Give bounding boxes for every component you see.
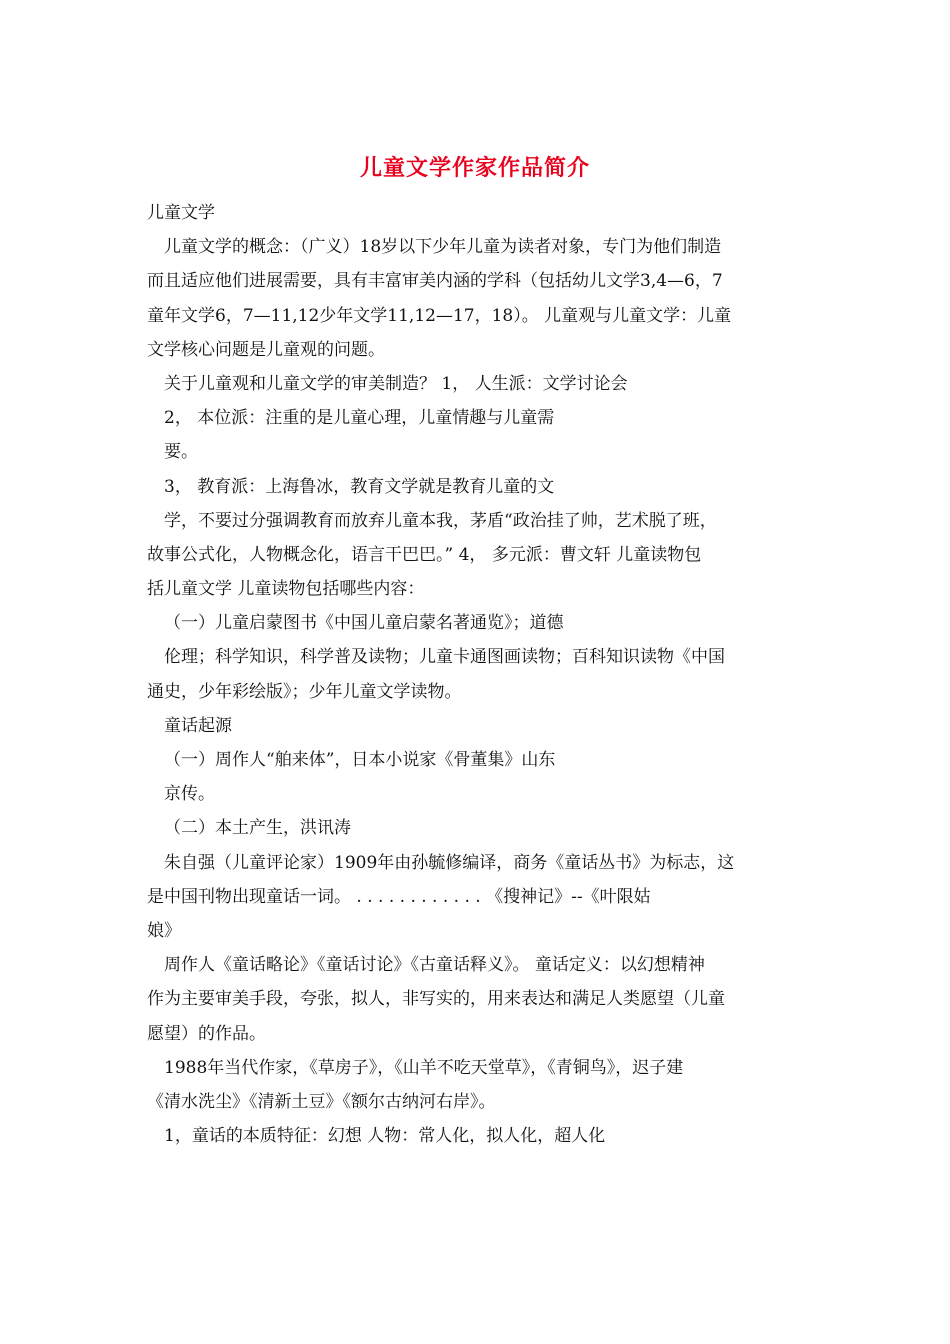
text-line: 作为主要审美手段，夸张，拟人，非写实的，用来表达和满足人类愿望（儿童	[147, 989, 725, 1010]
text-line: 京传。	[164, 784, 215, 805]
text-line: 童话起源	[164, 715, 232, 736]
text-line: 要。	[164, 442, 198, 463]
text-line: 3， 教育派：上海鲁冰，教育文学就是教育儿童的文	[164, 476, 555, 497]
document-title: 儿童文学作家作品简介	[359, 155, 590, 181]
text-line: 《清水洗尘》《清新土豆》《额尔古纳河右岸》。	[147, 1091, 496, 1112]
text-line: 故事公式化，人物概念化，语言干巴巴。” 4， 多元派：曹文轩 儿童读物包	[147, 544, 702, 565]
text-line: （一）儿童启蒙图书《中国儿童启蒙名著通览》；道德	[164, 613, 564, 634]
text-line: 伦理；科学知识，科学普及读物；儿童卡通图画读物；百科知识读物《中国	[164, 647, 725, 668]
text-line: 1988年当代作家，《草房子》，《山羊不吃天堂草》，《青铜鸟》，迟子建	[164, 1057, 684, 1078]
text-line: 2， 本位派：注重的是儿童心理，儿童情趣与儿童需	[164, 408, 555, 429]
text-line: 学，不要过分强调教育而放弃儿童本我，茅盾“政治挂了帅，艺术脱了班，	[164, 510, 717, 531]
text-line: 儿童文学	[147, 203, 215, 223]
text-line: 括儿童文学 儿童读物包括哪些内容：	[147, 579, 425, 600]
text-line: 周作人《童话略论》《童话讨论》《古童话释义》。 童话定义：以幻想精神	[164, 955, 705, 976]
text-line: 而且适应他们进展需要，具有丰富审美内涵的学科（包括幼儿文学3,4—6，7	[147, 271, 723, 292]
text-line: （二）本土产生，洪讯涛	[164, 818, 351, 839]
text-line: 1，童话的本质特征：幻想 人物：常人化，拟人化，超人化	[164, 1126, 606, 1147]
text-line: 朱自强（儿童评论家）1909年由孙毓修编译，商务《童话丛书》为标志，这	[164, 852, 735, 873]
text-line: 关于儿童观和儿童文学的审美制造？ 1， 人生派：文学讨论会	[164, 373, 628, 394]
text-line: 儿童文学的概念：（广义）18岁以下少年儿童为读者对象，专门为他们制造	[164, 237, 722, 258]
text-line: 是中国刊物出现童话一词。 . . . . . . . . . . . . 《搜神记》--《叶限姑	[147, 886, 651, 907]
text-line: 愿望）的作品。	[147, 1023, 266, 1044]
text-line: 通史，少年彩绘版》；少年儿童文学读物。	[147, 681, 462, 702]
document-body	[147, 196, 817, 1153]
text-line: 娘》	[147, 920, 181, 941]
text-line: 文学核心问题是儿童观的问题。	[147, 339, 385, 360]
text-line: 童年文学6，7—11,12少年文学11,12—17，18）。 儿童观与儿童文学：儿童	[147, 305, 732, 326]
text-line: （一）周作人“舶来体”，日本小说家《骨董集》山东	[164, 750, 556, 770]
